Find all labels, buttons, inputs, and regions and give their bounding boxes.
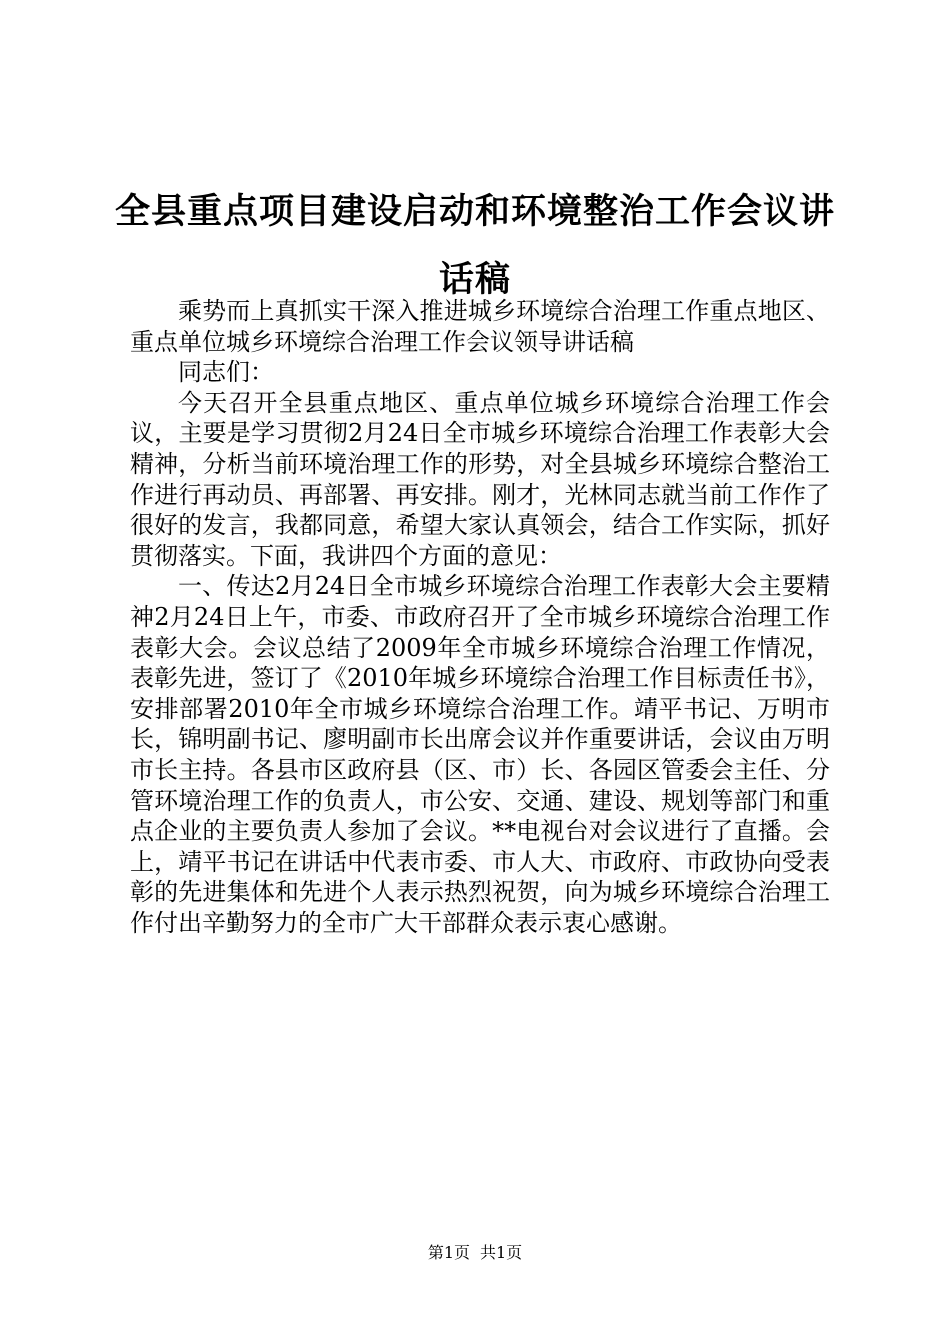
page-footer (0, 1242, 950, 1264)
document-body (130, 296, 830, 938)
document-title: 全县重点项目建设启动和环境整治工作会议讲话稿 (114, 192, 835, 300)
subtitle-paragraph: 乘势而上真抓实干深入推进城乡环境综合治理工作重点地区、重点单位城乡环境综合治理工作会议领导讲话稿 (130, 297, 830, 356)
body-paragraph: 今天召开全县重点地区、重点单位城乡环境综合治理工作会议，主要是学习贯彻2月24日全市城乡环境综合治理工作表彰大会精神，分析当前环境治理工作的形势，对全县城乡环境综合整治工作进行再动员、再部署、再安排。刚才，光林同志就当前工作作了很好的发言，我都同意，希望大家认真领会，结合工作实际，抓好贯彻落实。下面，我讲四个方面的意见： (130, 388, 830, 570)
body-paragraph: 一、传达2月24日全市城乡环境综合治理工作表彰大会主要精神2月24日上午，市委、市政府召开了全市城乡环境综合治理工作表彰大会。会议总结了2009年全市城乡环境综合治理工作情况，表彰先进，签订了《2010年城乡环境综合治理工作目标责任书》，安排部署2010年全市城乡环境综合治理工作。靖平书记、万明市长，锦明副书记、廖明副市长出席会议并作重要讲话，会议由万明市长主持。各县市区政府县（区、市）长、各园区管委会主任、分管环境治理工作的负责人，市公安、交通、建设、规划等部门和重点企业的主要负责人参加了会议。**电视台对会议进行了直播。会上，靖平书记在讲话中代表市委、市人大、市政府、市政协向受表彰的先进集体和先进个人表示热烈祝贺，向为城乡环境综合治理工作付出辛勤努力的全市广大干部群众表示衷心感谢。 (130, 572, 830, 937)
page-count: 共1页 (480, 1243, 523, 1262)
salutation: 同志们： (178, 358, 274, 387)
page-number: 第1页 (427, 1243, 470, 1262)
